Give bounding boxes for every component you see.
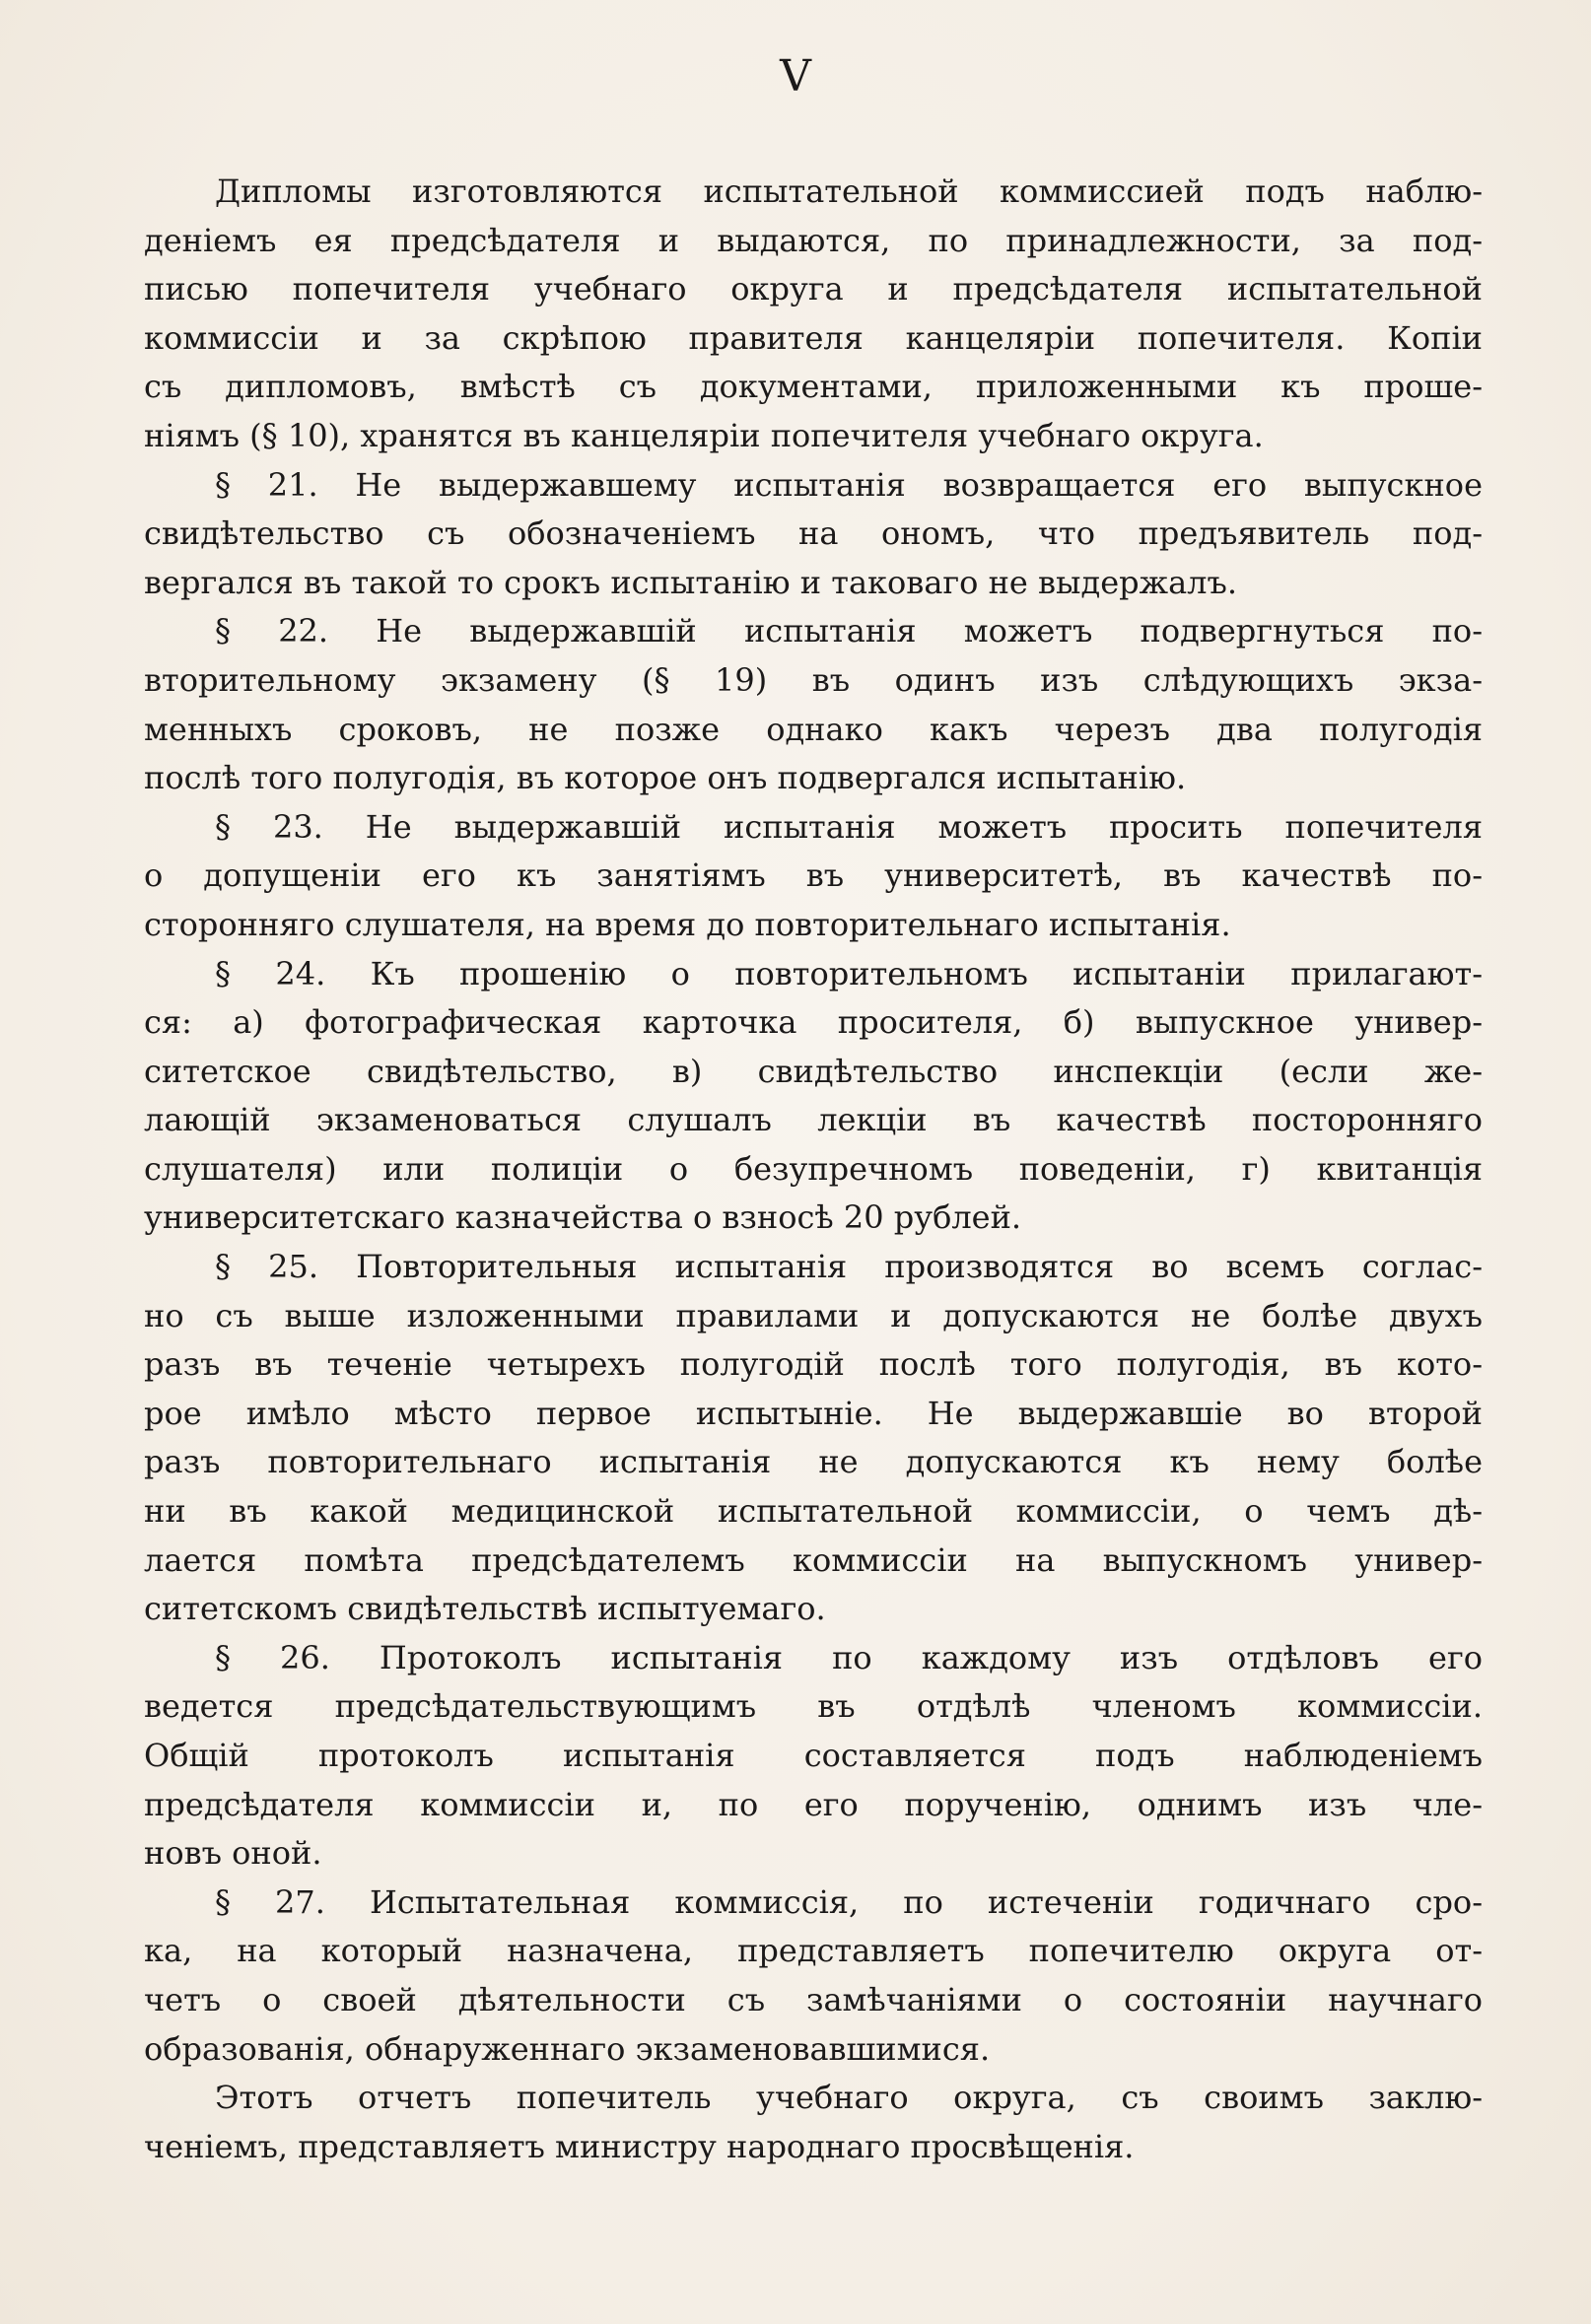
text-line: деніемъ ея предсѣдателя и выдаются, по принадлежности, за под- [144,221,1483,259]
text-line: послѣ того полугодія, въ которое онъ подвергался испытанію. [144,759,1187,797]
text-line: ся: а) фотографическая карточка просителя, б) выпускное универ- [144,1003,1483,1042]
text-line: лающій экзаменоваться слушалъ лекціи въ качествѣ посторонняго [144,1101,1483,1139]
text-line: § 23. Не выдержавшій испытанія можетъ просить попечителя [215,807,1483,846]
text-line: § 25. Повторительныя испытанія производятся во всемъ соглас- [215,1248,1483,1286]
text-line: Этотъ отчетъ попечитель учебнаго округа, съ своимъ заклю- [215,2079,1483,2117]
text-line: съ дипломовъ, вмѣстѣ съ документами, приложенными къ проше- [144,368,1483,406]
text-line: вторительному экзамену (§ 19) въ одинъ изъ слѣдующихъ экза- [144,660,1483,699]
text-line: университетскаго казначейства о взносѣ 20 рублей. [144,1198,1022,1237]
text-line: образованія, обнаруженнаго экзаменовавшимися. [144,2029,991,2068]
text-line: предсѣдателя коммиссіи и, по его порученію, однимъ изъ чле- [144,1785,1483,1823]
text-line: § 24. Къ прошенію о повторительномъ испытаніи прилагают- [215,954,1483,992]
paragraph [144,607,1483,802]
paragraph [144,803,1483,950]
text-line: разъ въ теченіе четырехъ полугодій послѣ того полугодія, въ кото- [144,1345,1483,1384]
text-line: Общій протоколъ испытанія составляется подъ наблюденіемъ [144,1737,1483,1774]
text-line: вергался въ такой то срокъ испытанію и таковаго не выдержалъ. [144,563,1238,601]
paragraph [144,168,1483,461]
paragraph [144,1243,1483,1634]
paragraph [144,1634,1483,1879]
text-line: новъ оной. [144,1834,322,1873]
text-line: свидѣтельство съ обозначеніемъ на ономъ, что предъявитель под- [144,514,1483,553]
text-line: § 22. Не выдержавшій испытанія можетъ подвергнуться по- [215,612,1483,650]
text-line: § 21. Не выдержавшему испытанія возвращается его выпускное [215,465,1483,504]
body-text [144,168,1483,2171]
text-line: § 26. Протоколъ испытанія по каждому изъ отдѣловъ его [215,1638,1483,1676]
text-line: но съ выше изложенными правилами и допускаются не болѣе двухъ [144,1296,1483,1334]
paragraph [144,1879,1483,2074]
text-line: ситетское свидѣтельство, в) свидѣтельство инспекціи (если же- [144,1052,1483,1090]
paragraph [144,2074,1483,2171]
text-line: ченіемъ, представляетъ министру народнаго просвѣщенія. [144,2127,1135,2165]
paragraph [144,950,1483,1244]
text-line: менныхъ сроковъ, не позже однако какъ черезъ два полугодія [144,710,1483,748]
text-line: четъ о своей дѣятельности съ замѣчаніями о состояніи научнаго [144,1980,1483,2018]
text-line: лается помѣта предсѣдателемъ коммиссіи на выпускномъ универ- [144,1540,1483,1579]
text-line: о допущеніи его къ занятіямъ въ университетѣ, въ качествѣ по- [144,856,1483,895]
text-line: ведется предсѣдательствующимъ въ отдѣлѣ членомъ коммиссіи. [144,1687,1483,1726]
paragraph [144,461,1483,608]
text-line: § 27. Испытательная коммиссія, по истеченіи годичнаго сро- [215,1882,1483,1921]
text-line: ситетскомъ свидѣтельствѣ испытуемаго. [144,1590,826,1628]
text-line: ни въ какой медицинской испытательной коммиссіи, о чемъ дѣ- [144,1492,1483,1531]
text-line: рое имѣло мѣсто первое испытыніе. Не выдержавшіе во второй [144,1394,1483,1432]
text-line: коммиссіи и за скрѣпою правителя канцеляріи попечителя. Копіи [144,318,1483,357]
text-line: ка, на который назначена, представляетъ попечителю округа от- [144,1932,1483,1970]
text-line: сторонняго слушателя, на время до повторительнаго испытанія. [144,905,1231,943]
text-line: ніямъ (§ 10), хранятся въ канцеляріи попечителя учебнаго округа. [144,416,1264,454]
text-line: разъ повторительнаго испытанія не допускаются къ нему болѣе [144,1443,1483,1481]
page-number: V [780,51,811,102]
text-line: Дипломы изготовляются испытательной коммиссией подъ наблю- [215,172,1483,210]
text-line: писью попечителя учебнаго округа и предсѣдателя испытательной [144,270,1483,308]
text-line: слушателя) или полиціи о безупречномъ поведеніи, г) квитанція [144,1149,1483,1188]
